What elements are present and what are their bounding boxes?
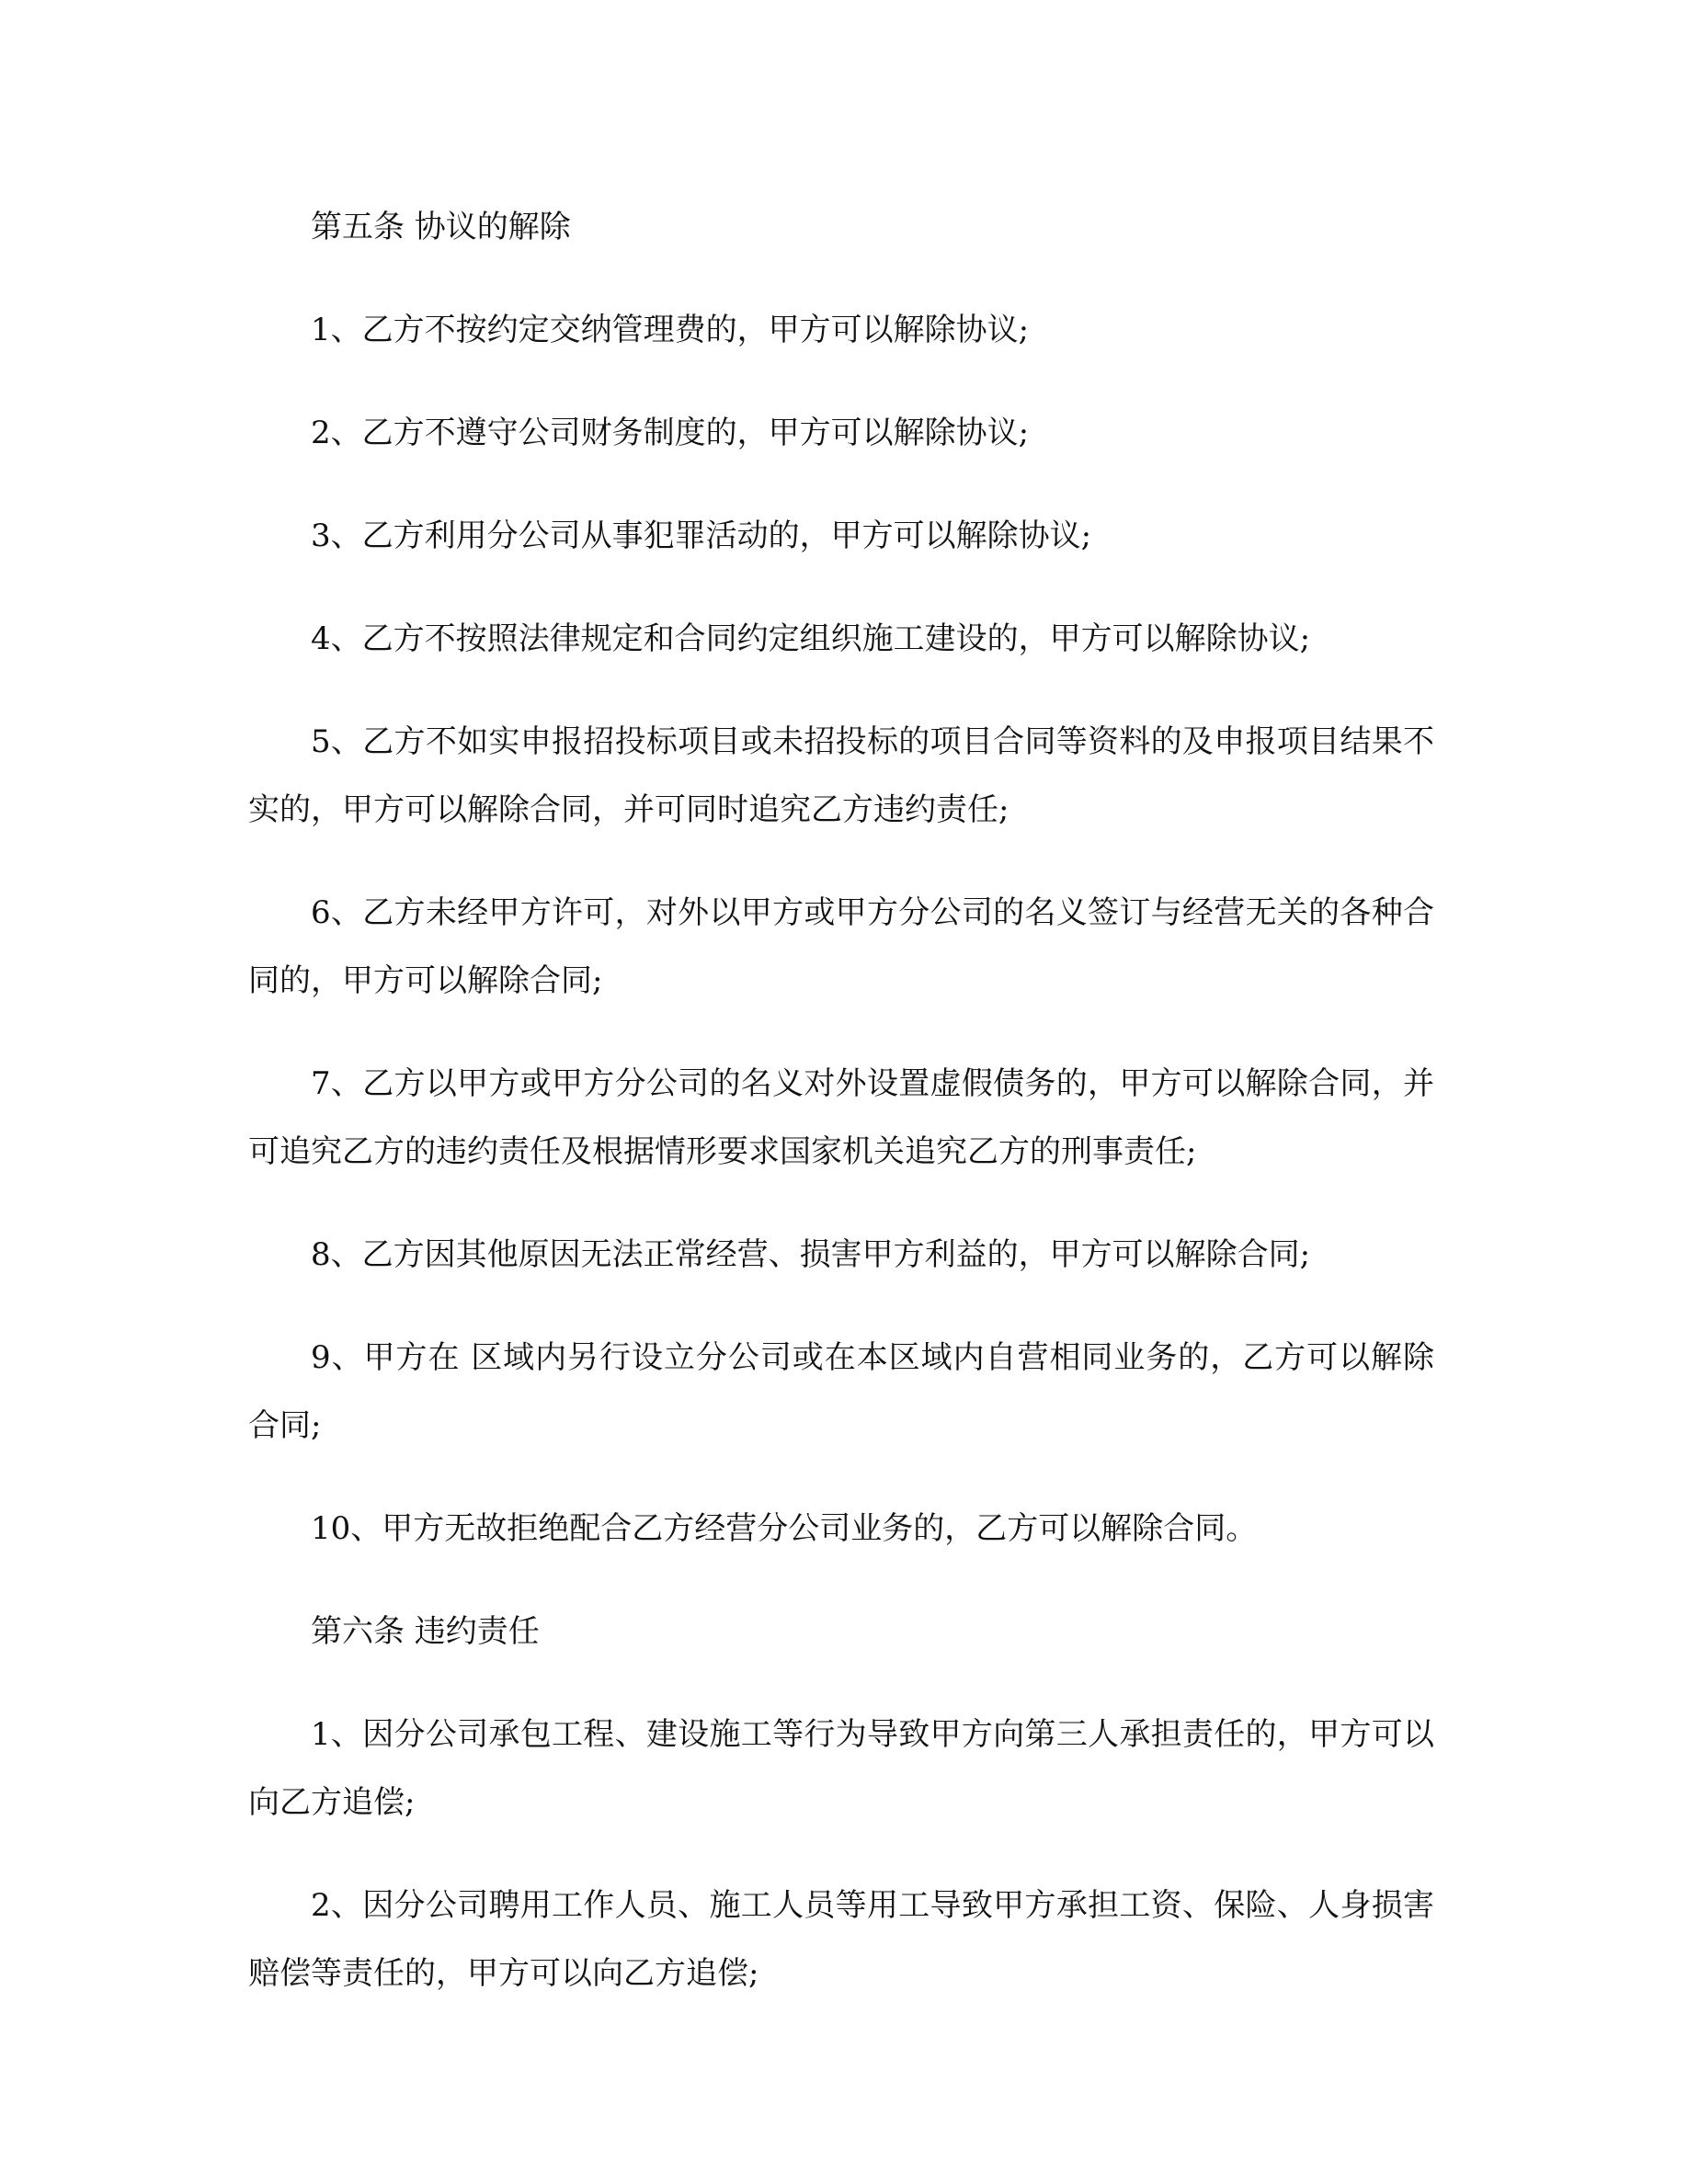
clause-5-5: 5、乙方不如实申报招投标项目或未招投标的项目合同等资料的及申报项目结果不实的，甲方可以解除合同，并可同时追究乙方违约责任; xyxy=(248,723,1434,828)
clause-5-9: 9、甲方在 区域内另行设立分公司或在本区域内自营相同业务的，乙方可以解除合同; xyxy=(248,1339,1434,1444)
clause-5-8: 8、乙方因其他原因无法正常经营、损害甲方利益的，甲方可以解除合同; xyxy=(311,1236,1311,1273)
clause-5-3: 3、乙方利用分公司从事犯罪活动的，甲方可以解除协议; xyxy=(311,518,1092,554)
section-heading-5: 第五条 协议的解除 xyxy=(311,209,571,245)
clause-6-2: 2、因分公司聘用工作人员、施工人员等用工导致甲方承担工资、保险、人身损害赔偿等责任的，甲方可以向乙方追偿; xyxy=(248,1887,1434,1992)
clause-6-1: 1、因分公司承包工程、建设施工等行为导致甲方向第三人承担责任的，甲方可以向乙方追偿; xyxy=(248,1716,1434,1821)
clause-5-10: 10、甲方无故拒绝配合乙方经营分公司业务的，乙方可以解除合同。 xyxy=(311,1510,1258,1547)
section-heading-6: 第六条 违约责任 xyxy=(311,1613,540,1650)
clause-5-1: 1、乙方不按约定交纳管理费的，甲方可以解除协议; xyxy=(311,312,1030,348)
clause-5-4: 4、乙方不按照法律规定和合同约定组织施工建设的，甲方可以解除协议; xyxy=(311,620,1311,657)
clause-5-6: 6、乙方未经甲方许可，对外以甲方或甲方分公司的名义签订与经营无关的各种合同的，甲方可以解除合同; xyxy=(248,894,1434,999)
document-body xyxy=(248,193,1434,2042)
clause-5-2: 2、乙方不遵守公司财务制度的，甲方可以解除协议; xyxy=(311,415,1030,451)
clause-5-7: 7、乙方以甲方或甲方分公司的名义对外设置虚假债务的，甲方可以解除合同，并可追究乙方的违约责任及根据情形要求国家机关追究乙方的刑事责任; xyxy=(248,1065,1434,1170)
